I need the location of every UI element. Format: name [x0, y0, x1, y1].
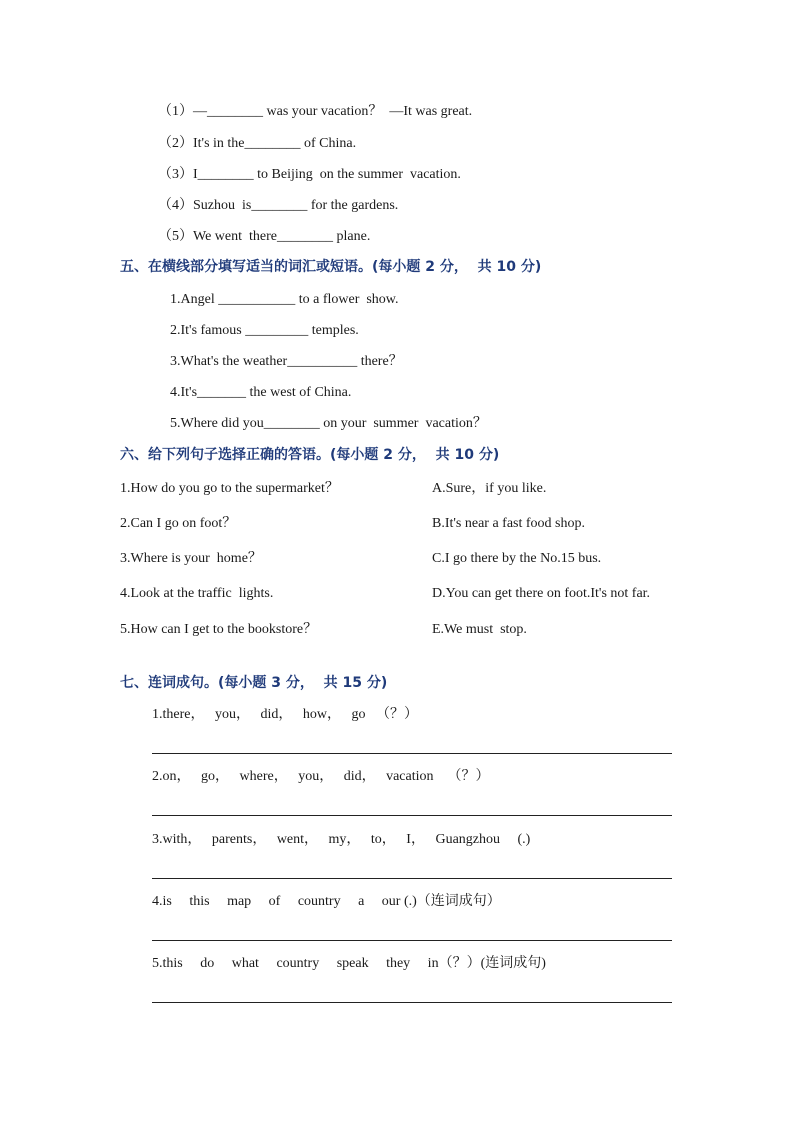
section-5-item-1: 1.Angel ___________ to a flower show.: [170, 292, 399, 307]
answer-line-2: [152, 815, 672, 816]
section-5-item-2: 2.It's famous _________ temples.: [170, 323, 359, 338]
section-5-item-4: 4.It's_______ the west of China.: [170, 385, 352, 400]
matching-question-3: 3.Where is your home？: [120, 551, 262, 566]
fill-blank-item-3: （3）I________ to Beijing on the summer vacation.: [158, 167, 461, 182]
fill-blank-item-4: （4）Suzhou is________ for the gardens.: [158, 198, 399, 213]
answer-line-5: [152, 1002, 672, 1003]
matching-answer-c: C.I go there by the No.15 bus.: [432, 551, 602, 566]
section-5-heading: 五、在横线部分填写适当的词汇或短语。(每小题 2 分， 共 10 分): [120, 259, 542, 275]
matching-answer-a: A.Sure，if you like.: [432, 481, 547, 496]
matching-question-2: 2.Can I go on foot？: [120, 516, 237, 531]
fill-blank-item-5: （5）We went there________ plane.: [158, 229, 371, 244]
section-5-item-3: 3.What's the weather__________ there？: [170, 354, 403, 369]
word-order-item-2: 2.on， go， where， you， did， vacation （？）: [152, 769, 490, 784]
section-6-heading: 六、给下列句子选择正确的答语。(每小题 2 分， 共 10 分): [120, 447, 500, 463]
section-5-item-5: 5.Where did you________ on your summer vacation？: [170, 416, 487, 431]
matching-question-4: 4.Look at the traffic lights.: [120, 586, 274, 601]
answer-line-3: [152, 878, 672, 879]
answer-line-4: [152, 940, 672, 941]
word-order-item-5: 5.this do what country speak they in（？）(连词成句): [152, 956, 546, 971]
matching-question-5: 5.How can I get to the bookstore？: [120, 622, 318, 637]
section-7-heading: 七、连词成句。(每小题 3 分， 共 15 分): [120, 675, 388, 691]
fill-blank-item-2: （2）It's in the________ of China.: [158, 136, 357, 151]
matching-answer-d: D.You can get there on foot.It's not far.: [432, 586, 651, 601]
answer-line-1: [152, 753, 672, 754]
matching-answer-b: B.It's near a fast food shop.: [432, 516, 585, 531]
fill-blank-item-1: （1）—________ was your vacation？ —It was great.: [158, 104, 473, 119]
word-order-item-4: 4.is this map of country a our (.)（连词成句）: [152, 894, 501, 909]
word-order-item-3: 3.with， parents， went， my， to， I， Guangzhou (.): [152, 832, 531, 847]
matching-question-1: 1.How do you go to the supermarket？: [120, 481, 339, 496]
matching-answer-e: E.We must stop.: [432, 622, 527, 637]
word-order-item-1: 1.there， you， did， how， go （？）: [152, 707, 418, 722]
